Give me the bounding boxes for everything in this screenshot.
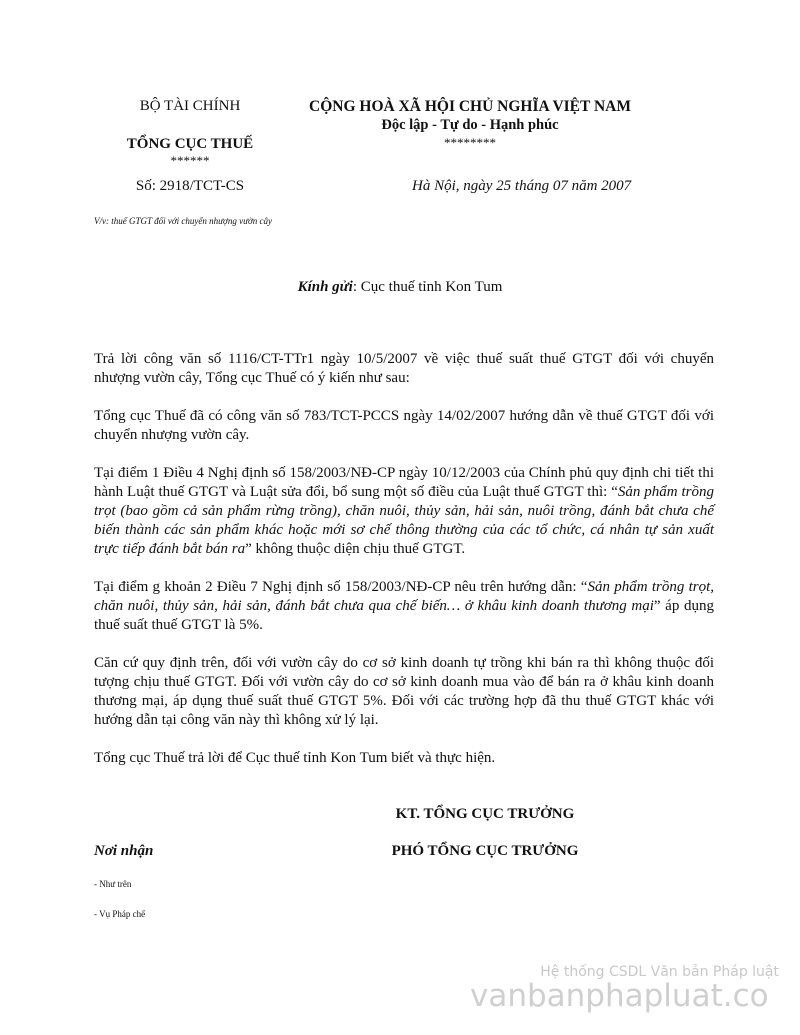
watermark-caption: Hệ thống CSDL Văn bản Pháp luật	[540, 964, 779, 980]
addressee-line	[0, 279, 800, 296]
document-number: Số: 2918/TCT-CS	[135, 178, 245, 194]
motto-divider: ********	[444, 135, 496, 150]
paragraph-1: Trả lời công văn số 1116/CT-TTr1 ngày 10/5/2007 về việc thuế suất thuế GTGT đối với chuyển nhượng vườn cây, Tổng cục Thuế có ý kiến như sau:	[94, 351, 714, 386]
signature-title: KT. TỔNG CỤC TRƯỞNG	[395, 806, 575, 822]
issuing-department: TỔNG CỤC THUẾ	[126, 136, 254, 152]
paragraph-3	[94, 464, 714, 559]
issuing-ministry: BỘ TÀI CHÍNH	[139, 98, 241, 114]
addressee-text: : Cục thuế tỉnh Kon Tum	[352, 279, 503, 295]
signature-subtitle: PHÓ TỔNG CỤC TRƯỞNG	[391, 843, 579, 859]
paragraph-3-tail: ” không thuộc diện chịu thuế GTGT.	[245, 541, 466, 557]
recipients-heading: Nơi nhận	[94, 843, 154, 859]
watermark-site: vanbanphapluat.co	[470, 978, 769, 1014]
addressee-label: Kính gửi	[297, 279, 353, 295]
recipient-item: - Như trên	[94, 879, 132, 889]
issue-date: Hà Nội, ngày 25 tháng 07 năm 2007	[412, 178, 632, 194]
department-divider: ******	[170, 153, 210, 168]
paragraph-3-quote: Sản phẩm trồng trọt (bao gồm cả sản phẩm rừng trồng), chăn nuôi, thủy sản, hải sản, nuôi trồng, đánh bắt chưa chế biến thành các sản phẩm khác hoặc mới sơ chế thông thường của các tổ chức, cá nhân tự sản xuất trực tiếp đánh bắt bán ra	[94, 484, 714, 557]
national-motto: Độc lập - Tự do - Hạnh phúc	[381, 117, 559, 133]
paragraph-4-tail: ” áp dụng thuế suất thuế GTGT là 5%.	[94, 598, 714, 633]
paragraph-6: Tổng cục Thuế trả lời để Cục thuế tỉnh Kon Tum biết và thực hiện.	[94, 750, 496, 766]
paragraph-4-lead: Tại điểm g khoản 2 Điều 7 Nghị định số 158/2003/NĐ-CP nêu trên hướng dẫn: “	[94, 579, 588, 595]
recipient-item: - Vụ Pháp chế	[94, 909, 146, 919]
paragraph-5: Căn cứ quy định trên, đối với vườn cây do cơ sở kinh doanh tự trồng khi bán ra thì không thuộc đối tượng chịu thuế GTGT. Đối với vườn cây do cơ sở kinh doanh mua vào để bán ra ở khâu kinh doanh thương mại, áp dụng thuế suất thuế GTGT 5%. Đối với các trường hợp đã thu thuế GTGT khác với hướng dẫn tại công văn này thì không xử lý lại.	[94, 655, 714, 728]
document-subject: V/v: thuế GTGT đối với chuyển nhượng vườn cây	[94, 216, 273, 226]
paragraph-2: Tổng cục Thuế đã có công văn số 783/TCT-PCCS ngày 14/02/2007 hướng dẫn về thuế GTGT đối với chuyển nhượng vườn cây.	[94, 408, 714, 443]
paragraph-3-lead: Tại điểm 1 Điều 4 Nghị định số 158/2003/NĐ-CP ngày 10/12/2003 của Chính phủ quy định chi tiết thi hành Luật thuế GTGT và Luật sửa đổi, bổ sung một số điều của Luật thuế GTGT thì: “	[94, 465, 714, 500]
national-title: CỘNG HOÀ XÃ HỘI CHỦ NGHĨA VIỆT NAM	[309, 98, 631, 115]
letter-body	[94, 350, 714, 787]
paragraph-4-quote: Sản phẩm trồng trọt, chăn nuôi, thủy sản, hải sản, đánh bắt chưa qua chế biến… ở khâu kinh doanh thương mại	[94, 579, 714, 614]
paragraph-4	[94, 578, 714, 635]
